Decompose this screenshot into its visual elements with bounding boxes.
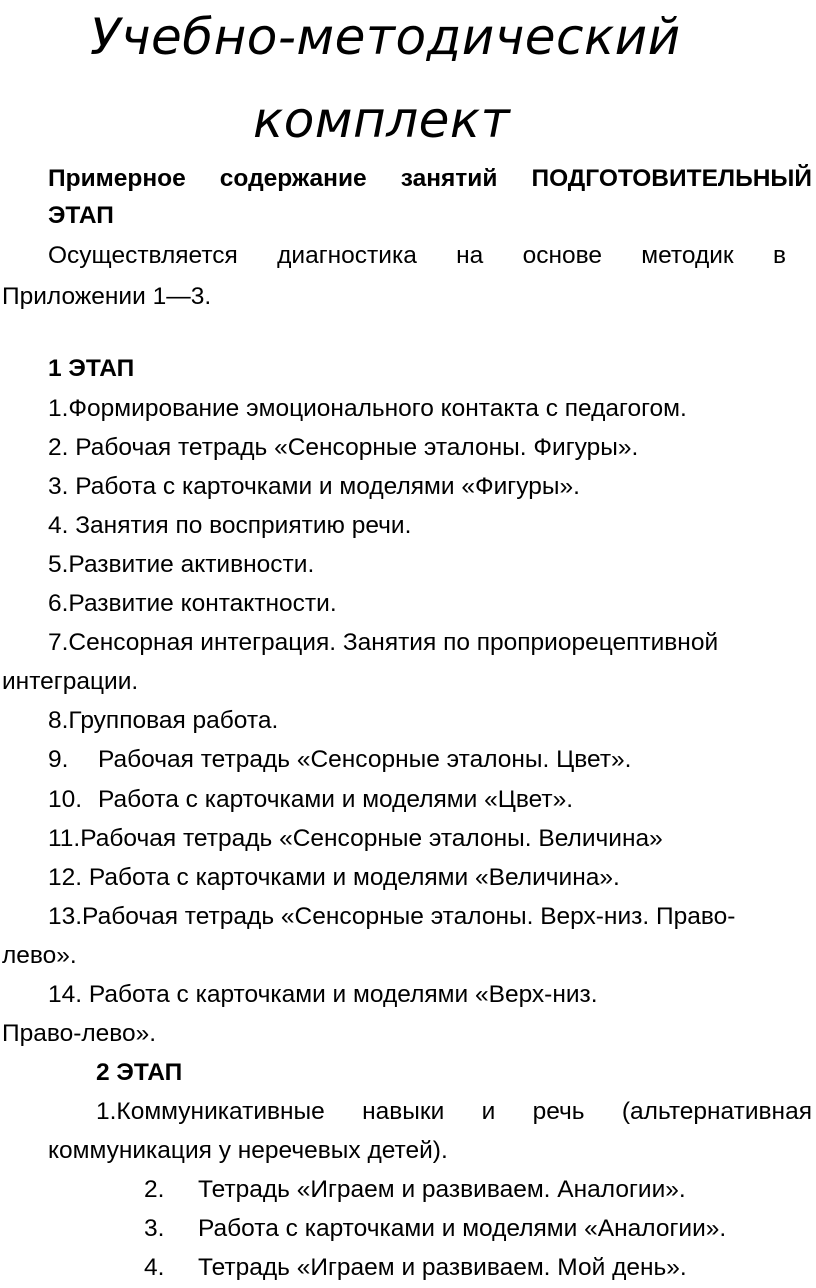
stage2-item1-word: речь xyxy=(532,1098,585,1125)
stage1-item9-text: Рабочая тетрадь «Сенсорные эталоны. Цвет». xyxy=(98,746,632,773)
stage2-item1-word: 1.Коммуникативные xyxy=(96,1098,325,1125)
stage2-item-text: Работа с карточками и моделями «Аналогии». xyxy=(198,1215,727,1242)
stage2-item-number: 2. xyxy=(144,1176,165,1203)
prep-heading-line1 xyxy=(48,167,812,192)
document-title-line2: комплект xyxy=(253,91,511,149)
prep-heading-word: содержание xyxy=(219,165,367,192)
stage1-item: 2. Рабочая тетрадь «Сенсорные эталоны. Фигуры». xyxy=(48,434,639,461)
stage1-heading: 1 ЭТАП xyxy=(48,355,135,382)
stage2-item1-line1 xyxy=(96,1100,812,1125)
stage1-item12: 12. Работа с карточками и моделями «Величина». xyxy=(48,864,620,891)
stage1-item: 6.Развитие контактности. xyxy=(48,590,337,617)
prep-text-line1 xyxy=(48,244,786,269)
stage1-item13-line2: лево». xyxy=(2,942,77,969)
stage1-item14-line2: Право-лево». xyxy=(2,1020,157,1047)
prep-text-word: основе xyxy=(522,242,602,269)
stage1-item14-line1: 14. Работа с карточками и моделями «Верх-низ. xyxy=(48,981,598,1008)
prep-text-line2: Приложении 1—3. xyxy=(2,283,212,310)
prep-heading-line2: ЭТАП xyxy=(48,202,114,229)
stage1-item: 4. Занятия по восприятию речи. xyxy=(48,512,412,539)
stage1-item8: 8.Групповая работа. xyxy=(48,707,279,734)
stage2-item1-word: (альтернативная xyxy=(621,1098,812,1125)
stage2-heading: 2 ЭТАП xyxy=(96,1059,183,1086)
stage1-item: 5.Развитие активности. xyxy=(48,551,315,578)
stage1-item: 3. Работа с карточками и моделями «Фигуры». xyxy=(48,473,580,500)
prep-heading-word: ПОДГОТОВИТЕЛЬНЫЙ xyxy=(531,165,812,192)
stage1-item11: 11.Рабочая тетрадь «Сенсорные эталоны. Величина» xyxy=(48,825,663,852)
document-title-line1: Учебно-методический xyxy=(90,8,681,66)
stage1-item: 1.Формирование эмоционального контакта с педагогом. xyxy=(48,395,687,422)
stage2-item-number: 4. xyxy=(144,1254,165,1281)
prep-text-word: на xyxy=(456,242,484,269)
prep-heading-word: Примерное xyxy=(48,165,186,192)
stage2-item1-word: навыки xyxy=(362,1098,445,1125)
stage1-item10-text: Работа с карточками и моделями «Цвет». xyxy=(98,786,574,813)
stage2-item-text: Тетрадь «Играем и развиваем. Аналогии». xyxy=(198,1176,686,1203)
prep-text-word: диагностика xyxy=(277,242,417,269)
prep-text-word: Осуществляется xyxy=(48,242,238,269)
stage1-item7-line2: интеграции. xyxy=(2,668,139,695)
prep-text-word: методик xyxy=(641,242,734,269)
stage1-item13-line1: 13.Рабочая тетрадь «Сенсорные эталоны. Верх-низ. Право- xyxy=(48,903,736,930)
stage2-item1-line2: коммуникация у неречевых детей). xyxy=(48,1137,448,1164)
stage1-item10-number: 10. xyxy=(48,786,83,813)
prep-text-word: в xyxy=(772,242,786,269)
stage2-item-number: 3. xyxy=(144,1215,165,1242)
stage2-item-text: Тетрадь «Играем и развиваем. Мой день». xyxy=(198,1254,687,1281)
prep-heading-word: занятий xyxy=(400,165,498,192)
stage2-item1-word: и xyxy=(481,1098,496,1125)
stage1-item9-number: 9. xyxy=(48,746,69,773)
stage1-item7-line1: 7.Сенсорная интеграция. Занятия по проприорецептивной xyxy=(48,629,719,656)
